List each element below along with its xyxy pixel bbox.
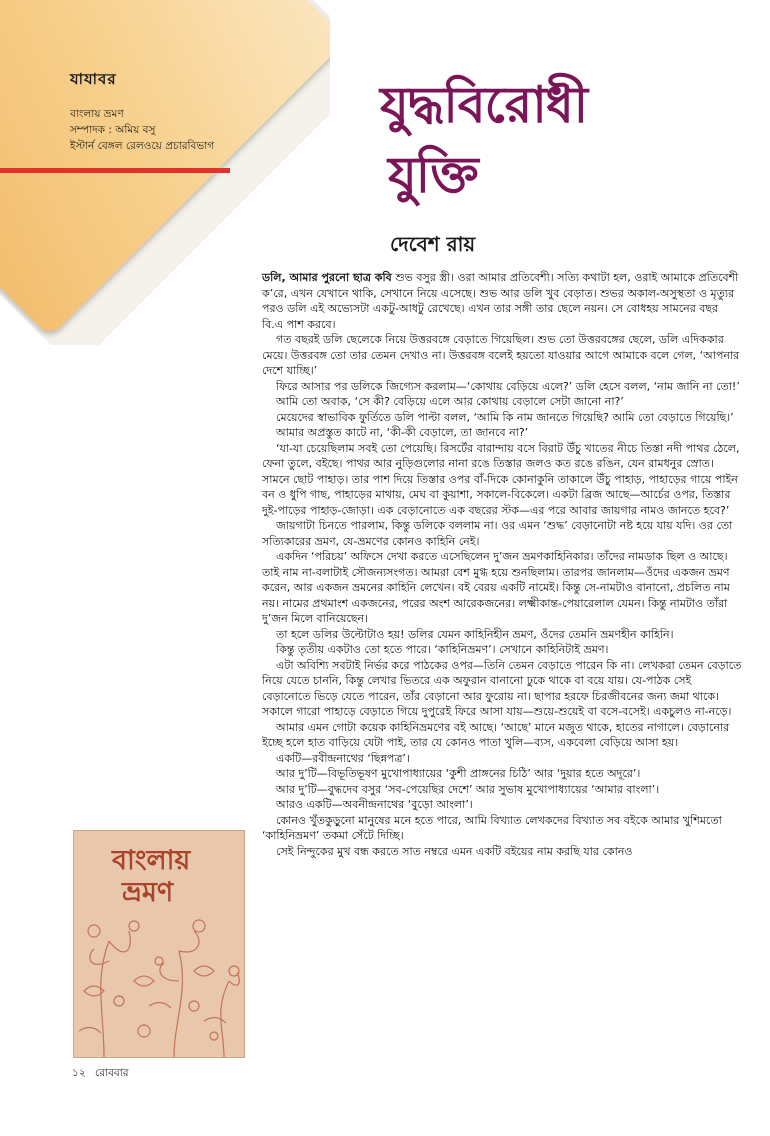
paragraph-text: কোনও খুঁতকুড়ুনো মানুষের মনে হতে পারে, আমি বিখ্যাত লেখকদের বিখ্যাত সব বইকে আমার খুশিমতো ‘কাহিনিভ্রমণ’ তকমা সেঁটে দিচ্ছি। bbox=[262, 813, 722, 842]
paragraph-text: আর দু’টি—বুদ্ধদেব বসুর ‘সব-পেয়েছির দেশে’ আর সুভাষ মুখোপাধ্যায়ের ‘আমার বাংলা’। bbox=[276, 782, 660, 796]
article-paragraph bbox=[262, 627, 742, 643]
paragraph-text: আর দু’টি—বিভূতিভূষণ মুখোপাধ্যায়ের ‘কুশী প্রাঙ্গনের চিঠি’ আর ‘দুয়ার হতে অদূরে’। bbox=[276, 767, 641, 780]
article-paragraph bbox=[262, 425, 742, 441]
paragraph-text: এটা অবিশ্যি সবটাই নির্ভর করে পাঠকের ওপর—তিনি তেমন বেড়াতে পারেন কি না। লেখকরা তেমন বেড়াতে নিয়ে যেতে চাননি, কিন্তু লেখার ভিতরে এক অফুরান বানানো ঢুকে থাকে বা বয়ে যায়। যে-পাঠক সেই বেড়ানোতে ভিড়ে যেতে পারেন, তাঁর বেড়ানো আর ফুরোয় না। ছাপার হরফে চিরজীবনের জন্য জমা থাকে। সকালে গারো পাহাড়ে বেড়াতে গিয়ে দুপুরেই ফিরে আসা যায়—শুয়ে-শুয়েই বা বসে-বসেই। একচুলও না-নড়ে। bbox=[262, 658, 742, 718]
paragraph-text: জায়গাটা চিনতে পারলাম, কিন্তু ডলিকে বললাম না। ওর এমন ‘শুদ্ধ’ বেড়ানোটা নষ্ট হয়ে যায় যদি। ওর তো সত্যিকারের ভ্রমণ, যে-ভ্রমণের কোনও কাহিনি নেই। bbox=[262, 519, 733, 548]
article-paragraph bbox=[262, 751, 742, 767]
paragraph-text: ‘যা-যা চেয়েছিলাম সবই তো পেয়েছি। রিসর্টের বারান্দায় বসে বিরাট উঁচু খাতের নীচে তিস্তা নদী পাথর ঠেলে, ফেনা তুলে, বইছে। পাথর আর নুড়িগুলোর নানা রঙে তিস্তার জলও কত রঙে রঙিন, যেন রামধনুর স্রোত। সামনে ছোট পাহাড়। তার পাশ দিয়ে তিস্তার ওপর বাঁ-দিকে কোনাকুনি তাকালে উঁচু পাহাড়, পাহাড়ের গায়ে পাইন বন ও ধুপি গাছ, পাহাড়ের মাথায়, মেঘ বা কুয়াশা, সকালে-বিকেলে। একটা ব্রিজ আছে—আর্চের ওপর, তিস্তার দুই-পাড়ের পাহাড়-জোড়া। এক বেড়ানোতে এক বছরের স্টক—এর পরে আবার জায়গার নামও জানতে হবে?’ bbox=[262, 441, 740, 517]
article-paragraph bbox=[262, 379, 742, 395]
paragraph-text: সেই নিন্দুকের মুখ বন্ধ করতে সাত নম্বরে এমন একটি বইয়ের নাম করছি যার কোনও bbox=[276, 844, 633, 858]
paragraph-text: গত বছরই ডলি ছেলেকে নিয়ে উত্তরবঙ্গে বেড়াতে গিয়েছিল। শুভ তো উত্তরবঙ্গের ছেলে, ডলি এদিককার মেয়ে। উত্তরবঙ্গ তো তার তেমন দেখাও না। উত্তরবঙ্গ বলেই হয়তো যাওয়ার আগে আমাকে বলে গেল, ‘আপনার দেশে যাচ্ছি।’ bbox=[262, 333, 740, 377]
paragraph-text: আমি তো অবাক, ‘সে কী? বেড়িয়ে এলে আর কোথায় বেড়ালে সেটা জানো না?’ bbox=[276, 395, 624, 408]
page-folio bbox=[72, 1066, 129, 1083]
article-paragraph bbox=[262, 813, 742, 844]
paragraph-text: মেয়েদের স্বাভাবিক ফুর্তিতে ডলি পাল্টা বলল, ‘আমি কি নাম জানতে গিয়েছি? আমি তো বেড়াতে গিয়েছি।’ bbox=[276, 410, 734, 424]
paragraph-text: একদিন ‘পরিচয়’ অফিসে দেখা করতে এসেছিলেন দু’জন ভ্রমণকাহিনিকার। তাঁদের নামডাক ছিল ও আছে। তাই নাম না-বলাটাই সৌজন্যসংগত। আমরা বেশ মুগ্ধ হয়ে শুনছিলাম। তারপর জানলাম—ওঁদের একজন ভ্রমণ করেন, আর একজন ভ্রমনের কাহিনি লেখেন। বই বেরয় একটি নামেই। কিন্তু সে-নামটাও বানানো, প্রচলিত নাম নয়। নামের প্রথমাংশ একজনের, পরের অংশ আরেকজনের। লক্ষ্মীকান্ত-পেয়ারেলাল যেমন। কিন্তু নামটাও তাঁরা দু’জন মিলে বানিয়েছেন। bbox=[262, 550, 730, 625]
inset-title-line: বাংলায় bbox=[112, 845, 191, 876]
article-paragraph bbox=[262, 270, 742, 332]
inset-title-line: ভ্রমণ bbox=[122, 877, 174, 908]
magazine-name: রোববার bbox=[94, 1067, 129, 1079]
paragraph-text: ফিরে আসার পর ডলিকে জিগ্যেস করলাম—‘কোথায় বেড়িয়ে এলে?’ ডলি হেসে বলল, ‘নাম জানি না তো!’ bbox=[276, 379, 740, 393]
article-paragraph bbox=[262, 518, 742, 549]
article-paragraph bbox=[262, 766, 742, 782]
article-paragraph bbox=[262, 658, 742, 720]
paragraph-text: একটি—রবীন্দ্রনাথের ‘ছিন্নপত্র’। bbox=[276, 751, 410, 765]
article-author: দেবেশ রায় bbox=[390, 232, 476, 256]
page-number: ১২ bbox=[72, 1067, 86, 1079]
paragraph-lead: ডলি, আমার পুরনো ছাত্র কবি bbox=[262, 271, 392, 284]
article-paragraph bbox=[262, 332, 742, 379]
book-title: বাংলায় ভ্রমণ bbox=[70, 108, 124, 120]
paragraph-text: কিন্তু তৃতীয় একটাও তো হতে পারে। ‘কাহিনিভ্রমণ’। সেখানে কাহিনিটাই ভ্রমণ। bbox=[276, 643, 609, 656]
article-body bbox=[262, 270, 742, 859]
article-title bbox=[380, 70, 587, 210]
article-paragraph bbox=[262, 720, 742, 751]
article-title-line: যুদ্ধবিরোধী bbox=[380, 75, 588, 134]
book-cover-image bbox=[73, 830, 245, 1058]
book-publisher: ইস্টার্ন বেঙ্গল রেলওয়ে প্রচারবিভাগ bbox=[70, 140, 215, 152]
article-paragraph bbox=[262, 642, 742, 658]
inset-book-title bbox=[112, 845, 190, 909]
article-paragraph bbox=[262, 549, 742, 627]
paragraph-text: আমার অপ্রস্তুত কাটে না, ‘কী-কী বেড়ালে, তা জানবে না?’ bbox=[276, 426, 529, 439]
paragraph-text: তা হলে ডলির উল্টোটাও হয়! ডলির যেমন কাহিনিহীন ভ্রমণ, ওঁদের তেমনি ভ্রমণহীন কাহিনি। bbox=[276, 627, 674, 641]
article-paragraph bbox=[262, 797, 742, 813]
book-info bbox=[70, 106, 214, 154]
article-paragraph bbox=[262, 782, 742, 798]
paragraph-text: শুভ বসুর স্ত্রী। ওরা আমার প্রতিবেশী। সত্যি কথাটা হল, ওরাই আমাকে প্রতিবেশী ক’রে, এখন যেখানে থাকি, সেখানে নিয়ে এসেছে। শুভ আর ডলি খুব বেড়াত। শুভর অকাল-অসুস্থতা ও মৃত্যুর পরও ডলি এই অভ্যেসটা একটু-আধটু রেখেছে। এখন তার সঙ্গী তার ছেলে নয়ন। সে বোধহয় সামনের বছর বি.এ পাশ করবে। bbox=[262, 271, 739, 331]
article-paragraph bbox=[262, 441, 742, 519]
book-editor: সম্পাদক : অমিয় বসু bbox=[70, 124, 156, 136]
article-paragraph bbox=[262, 394, 742, 410]
article-paragraph bbox=[262, 844, 742, 860]
paragraph-text: আরও একটি—অবনীন্দ্রনাথের ‘বুড়ো আংলা’। bbox=[276, 798, 473, 811]
article-title-line: যুক্তি bbox=[388, 145, 478, 204]
article-paragraph bbox=[262, 410, 742, 426]
book-red-band bbox=[0, 168, 230, 173]
paragraph-text: আমার এমন গোটা কয়েক কাহিনিভ্রমণের বই আছে। ‘আছে’ মানে মজুত থাকে, হাতের নাগালে। বেড়ানোর ইচ্ছে হলে হাত বাড়িয়ে যেটা পাই, তার যে কোনও পাতা খুলি—ব্যস, একবেলা বেড়িয়ে আসা হয়। bbox=[262, 720, 730, 749]
column-series-name: যাযাবর bbox=[70, 70, 117, 88]
